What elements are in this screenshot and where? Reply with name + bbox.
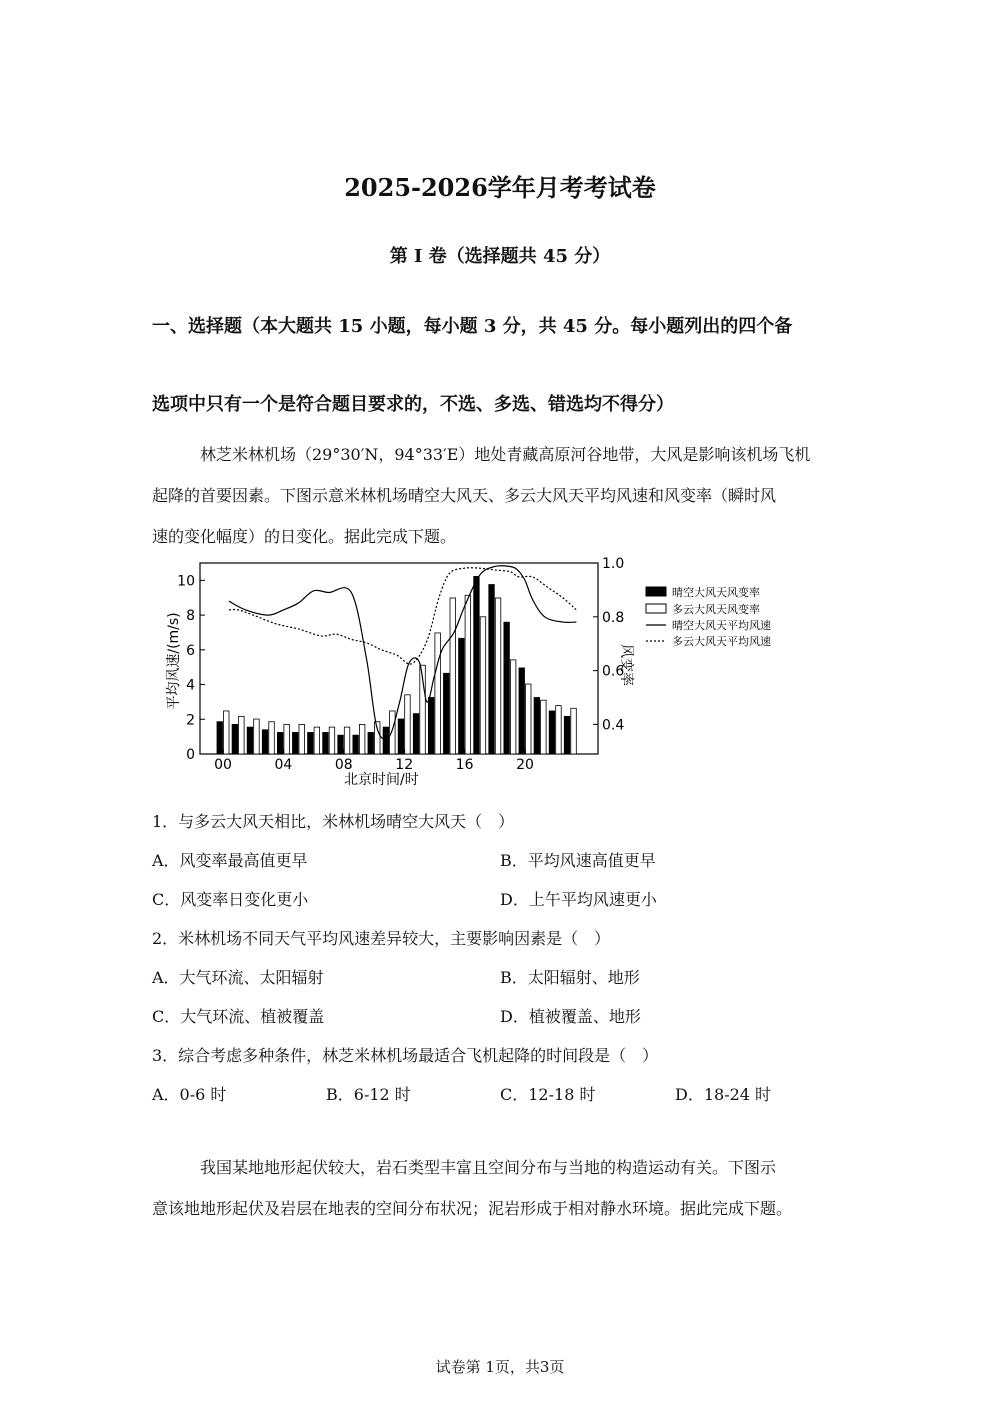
question-1-option-b[interactable]: B．平均风速高值更早 (500, 851, 656, 870)
legend-label-cloudy-variability: 多云大风天风变率 (672, 603, 760, 616)
bar-clear-variability (534, 698, 540, 754)
bar-cloudy-variability (405, 695, 411, 754)
bar-cloudy-variability (329, 727, 335, 754)
x-tick-label: 08 (334, 757, 353, 773)
x-axis-title: 北京时间/时 (344, 772, 419, 788)
y-tick-label: 0 (186, 747, 195, 763)
bar-cloudy-variability (390, 711, 396, 754)
exam-title: 2025-2026学年月考考试卷 (344, 173, 656, 202)
bar-clear-variability (232, 724, 238, 754)
question-3-option-c[interactable]: C．12-18 时 (500, 1085, 596, 1104)
legend-label-clear-variability: 晴空大风天风变率 (672, 586, 760, 599)
passage-1-line3: 速的变化幅度）的日变化。据此完成下题。 (152, 527, 457, 546)
question-3-option-d[interactable]: D．18-24 时 (675, 1085, 772, 1104)
bar-clear-variability (308, 732, 314, 754)
bar-cloudy-variability (495, 598, 501, 754)
bar-cloudy-variability (510, 660, 516, 754)
bar-cloudy-variability (526, 684, 532, 754)
bar-cloudy-variability (450, 598, 456, 754)
question-2-option-d[interactable]: D．植被覆盖、地形 (500, 1007, 641, 1026)
y2-tick-label: 0.6 (602, 663, 625, 680)
bar-clear-variability (338, 735, 344, 754)
bar-clear-variability (413, 714, 419, 754)
question-1-option-d[interactable]: D．上午平均风速更小 (500, 890, 657, 909)
question-1-option-c[interactable]: C．风变率日变化更小 (152, 890, 309, 909)
section-heading-line2: 选项中只有一个是符合题目要求的，不选、多选、错选均不得分） (152, 394, 674, 415)
bar-cloudy-variability (359, 724, 365, 754)
bar-clear-variability (504, 622, 510, 754)
y-tick-label: 10 (177, 573, 195, 590)
bar-clear-variability (428, 698, 434, 754)
passage-1 (152, 434, 852, 557)
legend-swatch-clear-variability (646, 587, 666, 596)
bar-clear-variability (353, 735, 359, 754)
bar-cloudy-variability (556, 706, 562, 754)
chart-legend (646, 585, 771, 648)
passage-2-line2: 意该地地形起伏及岩层在地表的空间分布状况；泥岩形成于相对静水环境。据此完成下题。 (152, 1199, 793, 1218)
question-3-stem: 3．综合考虑多种条件，林芝米林机场最适合飞机起降的时间段是（ ） (152, 1046, 659, 1065)
y-axis-title: 平均风速/(m/s) (166, 612, 182, 710)
bar-clear-variability (564, 716, 570, 754)
bar-cloudy-variability (314, 727, 320, 754)
question-1-option-a[interactable]: A．风变率最高值更早 (152, 851, 308, 870)
bar-cloudy-variability (571, 708, 577, 754)
bar-cloudy-variability (541, 700, 547, 754)
bar-cloudy-variability (224, 711, 230, 754)
page-footer: 试卷第 1页，共3页 (435, 1358, 565, 1376)
bar-clear-variability (398, 719, 404, 754)
y2-tick-label: 0.4 (602, 717, 625, 734)
bar-clear-variability (519, 668, 525, 754)
bar-clear-variability (293, 732, 299, 754)
y-tick-label: 6 (186, 642, 195, 659)
legend-label-clear-speed: 晴空大风天平均风速 (672, 619, 771, 632)
question-3-option-a[interactable]: A．0-6 时 (152, 1085, 227, 1104)
bar-cloudy-variability (480, 617, 486, 754)
question-2-stem: 2．米林机场不同天气平均风速差异较大，主要影响因素是（ ） (152, 929, 611, 948)
wind-chart (150, 553, 800, 793)
x-tick-label: 20 (516, 757, 534, 773)
bar-clear-variability (247, 727, 253, 754)
y-tick-label: 4 (186, 677, 195, 694)
volume-heading: 第 I 卷（选择题共 45 分） (389, 246, 611, 267)
bar-clear-variability (277, 732, 283, 754)
bar-clear-variability (262, 730, 268, 754)
bar-clear-variability (489, 585, 495, 754)
question-2-option-b[interactable]: B．太阳辐射、地形 (500, 968, 640, 987)
section-heading-line1: 一、选择题（本大题共 15 小题，每小题 3 分，共 45 分。每小题列出的四个备 (152, 316, 793, 337)
bar-cloudy-variability (299, 724, 305, 754)
y-tick-label: 2 (186, 712, 195, 729)
passage-2-line1: 我国某地地形起伏较大，岩石类型丰富且空间分布与当地的构造运动有关。下图示 (200, 1158, 777, 1177)
question-1-stem: 1．与多云大风天相比，米林机场晴空大风天（ ） (152, 812, 515, 831)
x-tick-label: 12 (395, 757, 414, 773)
bar-clear-variability (474, 576, 480, 754)
bar-cloudy-variability (269, 722, 275, 754)
bar-cloudy-variability (344, 727, 350, 754)
passage-1-line1: 林芝米林机场（29°30′N，94°33′E）地处青藏高原河谷地带，大风是影响该机场飞机 (200, 445, 811, 464)
bar-cloudy-variability (465, 595, 471, 754)
question-2-option-c[interactable]: C．大气环流、植被覆盖 (152, 1007, 325, 1026)
passage-1-line2: 起降的首要因素。下图示意米林机场晴空大风天、多云大风天平均风速和风变率（瞬时风 (152, 486, 777, 505)
bar-clear-variability (368, 732, 374, 754)
question-2-option-a[interactable]: A．大气环流、太阳辐射 (152, 968, 324, 987)
bar-clear-variability (217, 722, 223, 754)
bar-cloudy-variability (239, 716, 245, 754)
question-3-option-b[interactable]: B．6-12 时 (326, 1085, 411, 1104)
bar-clear-variability (444, 673, 450, 754)
y-tick-label: 8 (186, 608, 195, 625)
y2-tick-label: 0.8 (602, 609, 625, 626)
x-tick-label: 00 (214, 757, 232, 773)
bar-clear-variability (549, 711, 555, 754)
x-tick-label: 04 (274, 757, 293, 773)
bar-clear-variability (383, 727, 389, 754)
legend-swatch-cloudy-variability (646, 604, 666, 613)
passage-2 (152, 1147, 852, 1229)
bar-clear-variability (459, 638, 465, 754)
bar-clear-variability (323, 732, 329, 754)
bar-cloudy-variability (435, 633, 441, 754)
bar-cloudy-variability (254, 719, 260, 754)
y2-tick-label: 1.0 (602, 556, 625, 572)
bar-cloudy-variability (284, 724, 290, 754)
line-cloudy-speed (229, 568, 576, 664)
legend-label-cloudy-speed: 多云大风天平均风速 (672, 635, 771, 648)
y2-axis-title: 风变率 (618, 644, 634, 686)
x-tick-label: 16 (455, 757, 474, 773)
